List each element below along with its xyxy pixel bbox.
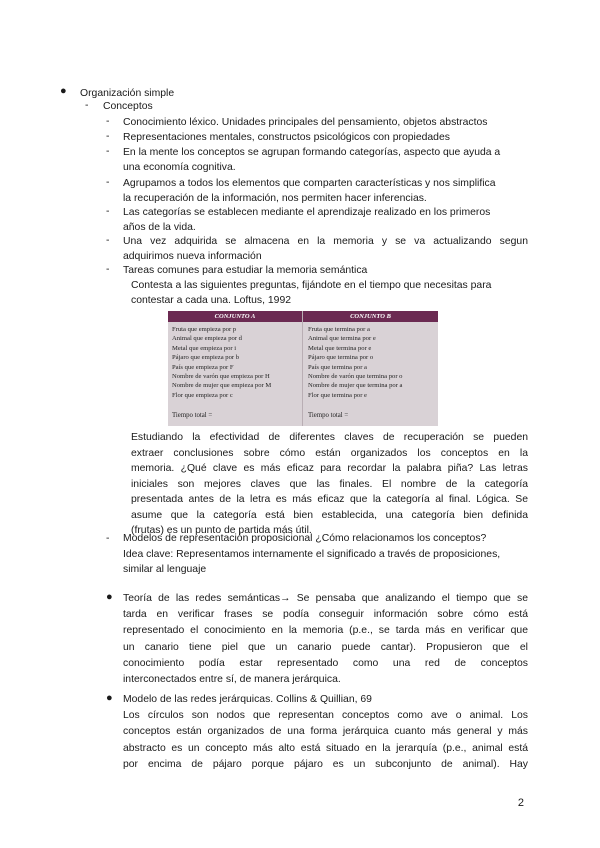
- semantic-networks-paragraph: Teoría de las redes semánticas→ Se pensaba que analizando el tiempo que se tarda en verificar frases se podía conseguir información sobre cómo está representado el conocimiento en la memoria (p.e., se tarda más en verificar que un canario tiene piel que un canario puede cantar). Propusieron que el conocimiento podía estar representado como una red de conceptos interconectados entre sí, de manera jerárquica.: [123, 593, 528, 686]
- table-cell: Flor que termina por e: [308, 391, 367, 399]
- dash-icon: -: [85, 100, 89, 111]
- subheading-conceptos: Conceptos: [103, 101, 153, 112]
- table-cell: Nombre de varón que empieza por H: [172, 373, 270, 381]
- table-cell: Animal que empieza por d: [172, 335, 242, 343]
- list-item-cont: años de la vida.: [123, 222, 196, 233]
- table-column-b: [308, 325, 402, 400]
- list-item: Una vez adquirida se almacena en la memoria y se va actualizando segun: [123, 236, 528, 247]
- list-item-cont: adquirimos nueva información: [123, 251, 262, 262]
- table-total-b: Tiempo total =: [308, 412, 349, 419]
- dash-icon: -: [106, 177, 110, 188]
- table-cell: Flor que empieza por c: [172, 391, 233, 399]
- dash-icon: -: [106, 235, 110, 246]
- list-item: En la mente los conceptos se agrupan formando categorías, aspecto que ayuda a: [123, 147, 501, 158]
- dash-icon: -: [106, 116, 110, 127]
- table-total-a: Tiempo total =: [172, 412, 213, 419]
- bullet-icon: ●: [60, 85, 67, 97]
- list-item: Conocimiento léxico. Unidades principales del pensamiento, objetos abstractos: [123, 117, 488, 128]
- dash-icon: -: [106, 264, 110, 275]
- table-cell: Fruta que empieza por p: [172, 326, 237, 333]
- table-cell: Metal que empieza por i: [172, 344, 237, 352]
- table-header-b: CONJUNTO B: [303, 311, 438, 322]
- studying-paragraph: Estudiando la efectividad de diferentes claves de recuperación se pueden extraer conclusiones sobre cómo están organizados los conceptos en la memoria. ¿Qué clave es más eficaz para recordar la palabra piña? Las letras iniciales son mejores claves que las finales. El nombre de la categoría presentada antes de la letra es más eficaz que la categoría al final. Lógica. Se asume que la categoría está bien establecida, una categoría bien definida (frutas) es un punto de partida más útil.: [131, 432, 528, 536]
- table-cell: Metal que termina por e: [308, 344, 372, 352]
- table-cell: Nombre de varón que termina por o: [308, 373, 403, 381]
- table-cell: Fruta que termina por a: [308, 326, 370, 333]
- dash-icon: -: [106, 146, 110, 157]
- task-paragraph-cont: contestar a cada una. Loftus, 1992: [131, 295, 292, 306]
- list-item: Tareas comunes para estudiar la memoria semántica: [123, 265, 368, 276]
- bullet-icon: ●: [106, 591, 113, 603]
- list-item: Agrupamos a todos los elementos que comparten características y nos simplifica: [123, 178, 496, 189]
- table-cell: Pájaro que termina por o: [308, 354, 374, 362]
- list-item-cont: la recuperación de la información, nos permiten hacer inferencias.: [123, 193, 427, 204]
- table-cell: Nombre de mujer que termina por a: [308, 382, 403, 390]
- table-cell: Animal que termina por e: [308, 335, 376, 343]
- list-item: Representaciones mentales, constructos psicológicos con propiedades: [123, 132, 450, 143]
- table-cell: Nombre de mujer que empieza por M: [172, 382, 272, 390]
- table-cell: País que termina por a: [308, 363, 367, 371]
- dash-icon: -: [106, 533, 110, 544]
- heading-organizacion: Organización simple: [80, 88, 175, 99]
- dash-icon: -: [106, 206, 110, 217]
- propositional-models: Modelos de representación proposicional ¿Cómo relacionamos los conceptos? Idea clave: Representamos internamente el significado a través de proposiciones, similar al lenguaje: [123, 533, 501, 575]
- table-column-a: [172, 325, 271, 400]
- page-number: 2: [517, 797, 524, 809]
- task-paragraph: Contesta a las siguientes preguntas, fijándote en el tiempo que necesitas para: [131, 280, 492, 291]
- table-header-a: CONJUNTO A: [168, 311, 302, 322]
- bullet-icon: ●: [106, 692, 113, 704]
- hierarchical-networks-paragraph: Modelo de las redes jerárquicas. Collins & Quillian, 69 Los círculos son nodos que representan conceptos como ave o animal. Los conceptos están organizados de una forma jerárquica cuanto más general y más abstracto es un concepto más alto está situado en la jerarquía (p.e., animal está por encima de pájaro porque pájaro es un subconjunto de animal). Hay: [123, 694, 528, 770]
- table-cell: Pájaro que empieza por b: [172, 354, 240, 362]
- comparison-table: [168, 311, 438, 426]
- list-item-cont: una economía cognitiva.: [123, 162, 236, 173]
- list-item: Las categorías se establecen mediante el aprendizaje realizado en los primeros: [123, 207, 491, 218]
- table-cell: País que empieza por F: [172, 363, 234, 371]
- dash-icon: -: [106, 131, 110, 142]
